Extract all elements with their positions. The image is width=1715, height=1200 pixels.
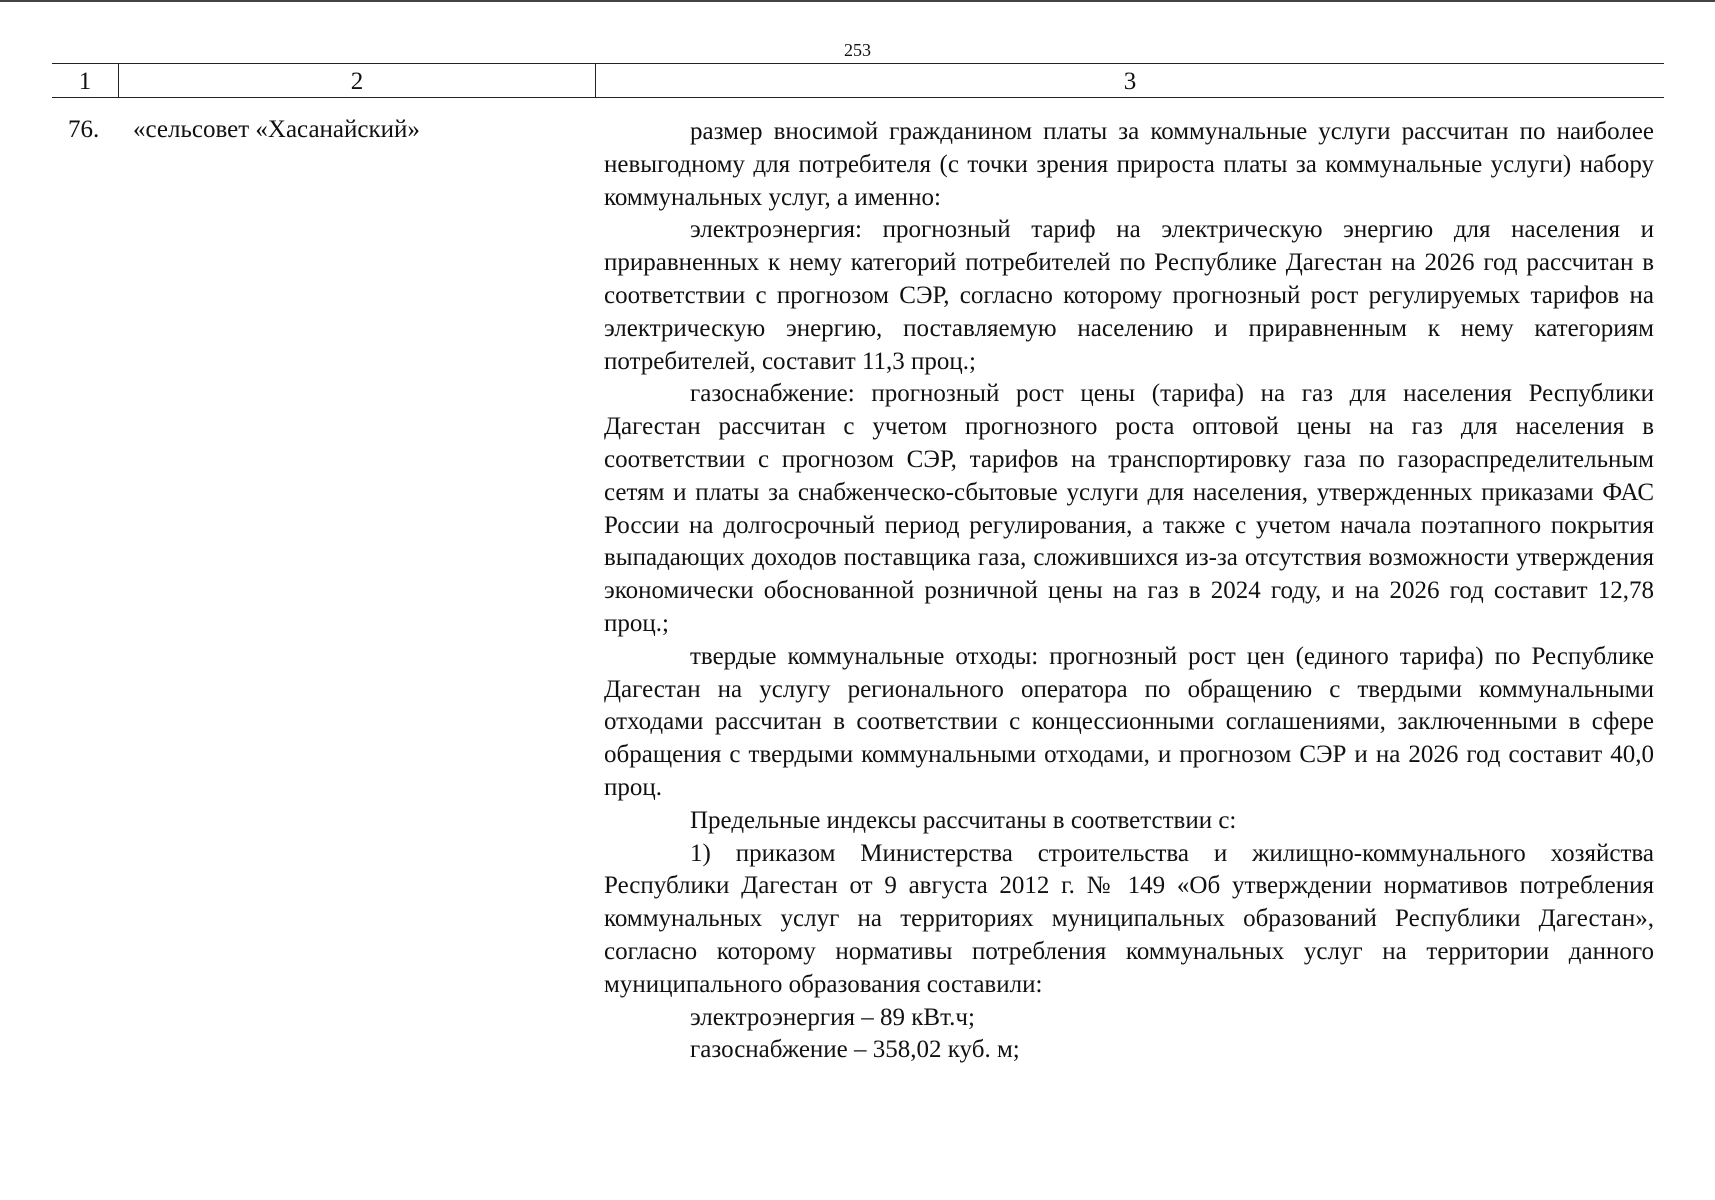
paragraph-gas: газоснабжение: прогнозный рост цены (тарифа) на газ для населения Республики Дагестан рассчитан с учетом прогнозного роста оптовой цены на газ для населения в соответствии с прогнозом СЭР, тарифов на транспортировку газа по газораспределительным сетям и платы за снабженческо-сбытовые услуги для населения, утвержденных приказами ФАС России на долгосрочный период регулирования, а также с учетом начала поэтапного покрытия выпадающих доходов поставщика газа, сложившихся из-за отсутствия возможности утверждения экономически обоснованной розничной цены на газ в 2024 году, и на 2026 год составит 12,78 проц.; [604,380,1654,637]
row-description [604,116,1654,1067]
paragraph-electricity-norm: электроэнергия – 89 кВт.ч; [690,1003,975,1031]
column-header-3: 3 [1123,68,1137,95]
paragraph-electricity: электроэнергия: прогнозный тариф на электрическую энергию для населения и приравненных к нему категорий потребителей по Республике Дагестан на 2026 год рассчитан в соответствии с прогнозом СЭР, согласно которому прогнозный рост регулируемых тарифов на электрическую энергию, поставляемую населению и приравненным к нему категориям потребителей, составит 11,3 проц.; [604,216,1654,375]
municipality-name: «сельсовет «Хасанайский» [133,116,420,143]
column-header-1: 1 [78,68,92,95]
paragraph-gas-norm: газоснабжение – 358,02 куб. м; [690,1036,1020,1064]
scan-edge-line [0,0,1715,2]
table-header-bottom-rule [52,97,1664,98]
column-header-2: 2 [350,68,364,95]
paragraph-solid-waste: твердые коммунальные отходы: прогнозный рост цен (единого тарифа) по Республике Дагестан на услугу регионального оператора по обращению с твердыми коммунальными отходами рассчитан в соответствии с концессионными соглашениями, заключенными в сфере обращения с твердыми коммунальными отходами, и прогнозом СЭР и на 2026 год составит 40,0 проц. [604,642,1654,801]
paragraph-indices-intro: Предельные индексы рассчитаны в соответствии с: [690,806,1237,834]
page-number: 253 [844,40,871,60]
paragraph-intro: размер вносимой гражданином платы за коммунальные услуги рассчитан по наиболее невыгодному для потребителя (с точки зрения прироста платы за коммунальные услуги) набору коммунальных услуг, а именно: [604,118,1654,211]
paragraph-order-reference: 1) приказом Министерства строительства и жилищно-коммунального хозяйства Республики Дагестан от 9 августа 2012 г. № 149 «Об утверждении нормативов потребления коммунальных услуг на территориях муниципальных образований Республики Дагестан», согласно которому нормативы потребления коммунальных услуг на территории данного муниципального образования составили: [604,839,1654,998]
table-top-rule [52,63,1664,64]
row-number: 76. [68,116,100,143]
